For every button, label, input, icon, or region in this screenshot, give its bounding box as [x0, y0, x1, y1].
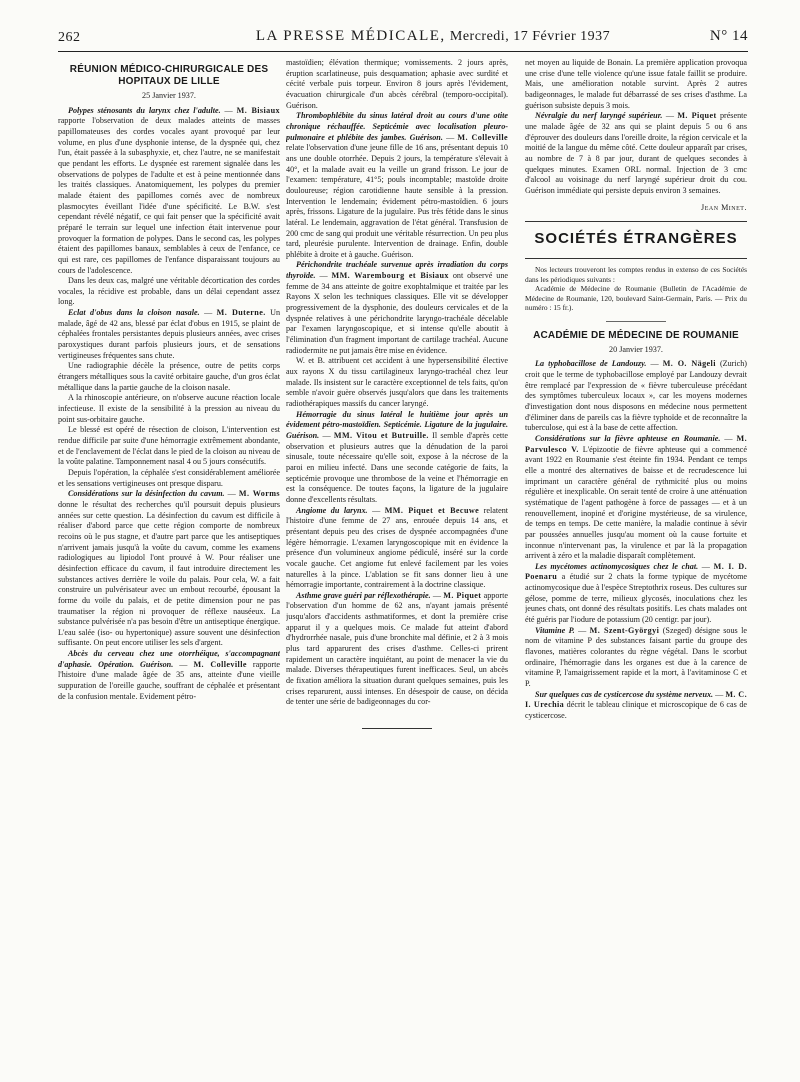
article-author: M. Colleville	[457, 132, 508, 142]
article-title: Sur quelques cas de cysticercose du système nerveux.	[535, 689, 714, 699]
paragraph: net moyen au liquide de Bonain. La première application provoqua une crise d'une telle violence qu'une issue fatale faillit se produire. Mais, une amélioration notable survint. Après 2 autres badigeonnages, le malade fut débarrassé de ses crises d'asthme. La guérison subsiste depuis 3 mois.	[525, 58, 747, 110]
page-number: 262	[58, 30, 81, 45]
article-mycetomes: Les mycétomes actinomycosiques chez le chat. — M. I. D. Poenaru a étudié sur 2 chats la forme typique de mycétome actinomycosique due à l'espèce Streptothrix roseus. Des cultures sur gélose, pomme de terre, milieux glycosés, inoculations chez les jeunes chats, ont donné des résultats positifs. Les chats malades ont été guéris par l'iodure de potassium (20 centigr. par jour).	[525, 561, 747, 625]
article-author: M. C. I. Urechia	[525, 689, 747, 710]
article-cavum: Considérations sur la désinfection du cavum. — M. Worms donne le résultat des recherches qu'il poursuit depuis plusieurs années sur cette question. La désinfection du cavum est difficile à réaliser d'abord parce que cette région comporte de nombreux recoins où le pus stagne, et d'autre part parce que les antiseptiques n'arrivent jamais jusqu'à la voûte du cavum, comme les examens radiologiques au lipiodol l'ont prouvé à W. Pour réaliser une désinfection efficace du cavum, il faut introduire directement les substances actives derrière le voile du palais. Pour cela, W. a fait construire un pulvérisateur avec un embout recourbé, épousant la forme du voile du palais, et de petite dimension pour ne pas traumatiser la région ni provoquer de réflexe nauséeux. La substance pulvérisée n'a pas besoin d'être un antiseptique énergique. L'eau salée (iso- ou hypertonique) assure souvent une désinfection suffisante. On peut encore utiliser les sels d'argent.	[58, 489, 280, 648]
article-title: La typhobacillose de Landouzy.	[535, 359, 647, 369]
paragraph: A la rhinoscopie antérieure, on n'observe aucune réaction locale infectieuse. Il existe de la sensibilité à la pression au niveau du point sus-orbitaire gauche.	[58, 393, 280, 424]
article-author: M. Bisiaux	[236, 105, 280, 115]
section-title: SOCIÉTÉS ÉTRANGÈRES	[534, 230, 738, 248]
article-author: M. Worms	[238, 489, 280, 499]
article-author: M. I. D. Poenaru	[525, 561, 747, 582]
academy-date: 20 Janvier 1937.	[609, 344, 663, 354]
paragraph: mastoïdien; élévation thermique; vomissements. 2 jours après, éruption scarlatineuse, puis desquamation; aphasie avec surdité et cécité verbale puis torpeur. Environ 8 jours après l'évidement, évacuation chirurgicale d'un abcès cérébral (temporo-occipital). Guérison.	[286, 58, 508, 110]
session-date: 25 Janvier 1937.	[142, 91, 196, 100]
signature: Jean Minet.	[701, 202, 747, 212]
section-rule	[525, 258, 747, 259]
article-author: M. O. Nägeli	[662, 359, 716, 369]
article-title: Les mycétomes actinomycosiques chez le chat.	[535, 561, 699, 571]
article-text: (Szeged) désigne sous le nom de vitamine P des substances faisant partie du groupe des flavones, matières colorantes du règne végétal. Dans le scorbut ordinaire, l'hémorragie dans les organes est due à la carence de vitamine P, l'amaigrissement rapide et la mort, à l'avitaminose C et P.	[525, 625, 747, 689]
paragraph: W. et B. attribuent cet accident à une hypersensibilité élective aux rayons X du tissu cartilagineux laryngo-trachéal chez leur malade. Ils insistent sur le caractère exceptionnel de tels faits, qu'on semble n'avoir guère observés jusqu'alors que dans les traitements radiothérapiques massifs du cancer laryngé.	[286, 356, 508, 408]
column-3	[525, 58, 747, 1058]
notice-periodical: Académie de Médecine de Roumanie (Bulletin de l'Académie de Médecine de Roumanie, 120, boulevard Saint-Germain, Paris. — Prix du numéro : 15 fr.).	[525, 284, 747, 313]
article-text: relatent l'histoire d'une femme de 27 ans, enrouée depuis 14 ans, et présentant depuis peu des crises de dyspnée accompagnées d'une légère hémorragie. L'examen laryngoscopique mit en évidence la présence d'un volumineux angiome pédiculé, inséré sur la corde vocale gauche. Cet angiome fut enlevé facilement par les voies naturelles à la pince. L'ablation se fit sans donner lieu à une hémorragie importante, contrairement à la doctrine classique.	[286, 505, 508, 590]
column-1	[58, 58, 280, 1058]
article-title: Abcès du cerveau chez une otorrhéique, s'accompagnant d'aphasie. Opération. Guérison.	[58, 649, 280, 669]
article-eclat-obus: Eclat d'obus dans la cloison nasale. — M. Duterne. Un malade, âgé de 42 ans, blessé par éclat d'obus en 1915, se plaint de céphalées frontales persistantes depuis plusieurs années, avec crises paroxystiques durant parfois plusieurs jours, et de sensations vertigineuses fréquentes sans chute.	[58, 308, 280, 360]
article-text: rapporte l'histoire d'une malade âgée de 35 ans, atteinte d'une vieille suppuration de l'oreille gauche, souffrant de céphalée et présentant de la confusion mentale. Evidement pétro-	[58, 659, 280, 701]
article-author: M. Parvulesco V.	[525, 433, 747, 454]
paragraph: Dans les deux cas, malgré une véritable décortication des cordes vocales, la récidive est probable, dans un délai cependant assez long.	[58, 276, 280, 307]
header-rule	[58, 51, 748, 52]
article-author: M. Piquet	[677, 111, 717, 121]
article-angiome: Angiome du larynx. — MM. Piquet et Becuwe relatent l'histoire d'une femme de 27 ans, enrouée depuis 14 ans, et présentant depuis peu des crises de dyspnée accompagnées d'une légère hémorragie. L'examen laryngoscopique mit en évidence la présence d'un volumineux angiome pédiculé, inséré sur la corde vocale gauche. Cet angiome fut enlevé facilement par les voies naturelles à la pince. L'ablation se fit sans donner lieu à une hémorragie importante, contrairement à la doctrine classique.	[286, 505, 508, 590]
article-title: Considérations sur la désinfection du cavum.	[68, 489, 225, 499]
article-asthme: Asthme grave guéri par réflexothérapie. — M. Piquet apporte l'observation d'un homme de 62 ans, n'ayant jamais présenté jusqu'alors d'accidents asthmatiformes, et dont la première crise apparut il y a quelques mois. Ce malade fut atteint d'abord d'hydrorrhée nasale, puis d'une bronchite mal définie, et 2 à 3 mois plus tard apparurent des crises d'asthme. Celles-ci prirent rapidement un caractère inquiétant, au point de menacer la vie du malade. Diverses thérapeutiques furent inefficaces. Seul, un abcès de fixation améliora la situation durant quelques semaines, puis les crises reparurent, aussi intenses. En désespoir de cause, on décida de tenter une série de badigeonnages du cor-	[286, 590, 508, 707]
article-title: Asthme grave guéri par réflexothérapie.	[296, 590, 431, 600]
paragraph: Le blessé est opéré de résection de cloison, L'intervention est rendue difficile par suite d'une hémorragie extrêmement abondante, et de l'enclavement de l'éclat dans le pied de la cloison au niveau de la voûte palatine. Tamponnement nasal 4 ou 5 jours consécutifs.	[58, 425, 280, 467]
article-title: Eclat d'obus dans la cloison nasale.	[68, 308, 200, 318]
article-author: M. Colleville	[193, 659, 247, 669]
academy-title: ACADÉMIE DE MÉDECINE DE ROUMANIE	[533, 329, 739, 341]
article-title: Périchondrite trachéale survenue après irradiation du corps thyroïde.	[286, 260, 508, 281]
page-header	[58, 28, 748, 50]
article-title: Thrombophlébite du sinus latéral droit au cours d'une otite chronique réchauffée. Septicémie avec localisation pleuro-pulmonaire et phlébite des jambes. Guérison.	[286, 111, 508, 142]
article-author: MM. Warembourg et Bisiaux	[331, 271, 449, 281]
article-author: M. Duterne.	[216, 308, 266, 318]
issue-number: N° 14	[709, 28, 748, 44]
article-perichondrite: Périchondrite trachéale survenue après irradiation du corps thyroïde. — MM. Warembourg et Bisiaux ont observé une femme de 34 ans atteinte de goitre exophtalmique et traitée par les Rayons X selon les techniques classiques. Elle vit se développer progressivement de la dysphonie, des douleurs cervicales et de la dyspnée relatives à une périchondrite laryngo-trachéale décelable par l'examen laryngoscopique, et si intense qu'elle aboutit à l'élimination d'un fragment important de cartilage trachéal. Aucune radiodermite ne put jamais être mise en évidence.	[286, 260, 508, 355]
article-text: donne le résultat des recherches qu'il poursuit depuis plusieurs années sur cette question. La désinfection du cavum est difficile à réaliser d'abord parce que cette région comporte de nombreux recoins où le pus stagne, et d'autre part parce que les antiseptiques n'arrivent jamais jusqu'à la voûte du cavum, comme les examens radiologiques au lipiodol l'ont prouvé à W. Pour réaliser une désinfection efficace du cavum, il faut introduire directement les substances actives derrière le voile du palais. Pour cela, W. a fait construire un pulvérisateur avec un embout recourbé, épousant la forme du voile du palais, et de petite dimension pour ne pas traumatiser la région ni provoquer de réflexe nauséeux. La substance pulvérisée n'a pas besoin d'être un antiseptique énergique. L'eau salée (iso- ou hypertonique) assure souvent une désinfection suffisante. On peut encore utiliser les sels d'argent.	[58, 499, 280, 648]
article-nevralgie: Névralgie du nerf laryngé supérieur. — M. Piquet présente une malade âgée de 32 ans qui se plaint depuis 5 ou 6 ans d'éprouver des douleurs dans l'oreille droite, la région cervicale et la moitié de la langue du même côté. Cette douleur apparaît par crises, au nombre de 7 à 8 par jour, durant de quelques secondes à quelques minutes. Examen ORL normal. Injection de 3 cmc d'alcool au voisinage du nerf laryngé supérieur droit du cou. Guérison immédiate qui persiste depuis environ 3 semaines.	[525, 111, 747, 195]
article-typhobacillose: La typhobacillose de Landouzy. — M. O. Nägeli (Zurich) croit que le terme de typhobacillose employé par Landouzy devrait être remplacé par l'expression de « fièvre tuberculeuse précédant des symptômes tuberculeux locaux », car les moyens modernes d'investigation dont nous disposons en médecine nous permettent d'éliminer dans de pareils cas la fièvre typhoïde et de reconnaître la tuberculose, qui est à la base de cette affection.	[525, 359, 747, 433]
article-polypes: Polypes sténosants du larynx chez l'adulte. — M. Bisiaux rapporte l'observation de deux malades atteints de masses papillomateuses des cordes vocales ayant provoqué par leur volume, en plus d'une dysphonie intense, de la dyspnée qui, chez l'un, était passée à la subasphyxie, et, chez l'autre, ne se manifestait que pendant les efforts. Le dyspnée est rarement signalée dans les observations de polypes de l'adulte et est à peine mentionnée dans les traités classiques. Anatomiquement, les polypes du premier malade étaient des papillomes cornés avec de nombreux plasmocytes éveillant l'idée d'une spécificité. Le B.W. s'est cependant révélé négatif, ce qui fait penser que la spécificité avait préparé le terrain sur lequel une infection était intervenue pour provoquer la formation de polypes. Dans le second cas, les polypes étaient des papillomes banaux, semblables à ceux de l'enfance, ce qui est rare, ces papillomes de l'enfance disparaissant toujours au cours de l'adolescence.	[58, 105, 280, 275]
journal-masthead	[238, 28, 628, 45]
article-title: Névralgie du nerf laryngé supérieur.	[535, 111, 663, 121]
journal-title: LA PRESSE MÉDICALE,	[255, 28, 446, 44]
article-vitamine-p: Vitamine P. — M. Szent-Györgyi (Szeged) désigne sous le nom de vitamine P des substances faisant partie du groupe des flavones, matières colorantes du règne végétal. Dans le scorbut ordinaire, l'hémorragie dans les organes est due à la carence de vitamine P, l'amaigrissement rapide et la mort, à l'avitaminose C et P.	[525, 625, 747, 689]
article-text: a étudié sur 2 chats la forme typique de mycétome actinomycosique due à l'espèce Streptothrix roseus. Des cultures sur gélose, pomme de terre, milieux glycosés, inoculations chez les jeunes chats, ont donné des résultats positifs. Les chats malades ont été guéris par l'iodure de potassium (20 centigr. par jour).	[525, 572, 747, 625]
article-title: Polypes sténosants du larynx chez l'adulte.	[68, 105, 221, 115]
article-title: Angiome du larynx.	[296, 505, 368, 515]
article-thrombophlebite: Thrombophlébite du sinus latéral droit au cours d'une otite chronique réchauffée. Septicémie avec localisation pleuro-pulmonaire et phlébite des jambes. Guérison. — M. Colleville relate l'observation d'une jeune fille de 16 ans, présentant depuis 10 ans une double otorrhée. Depuis 2 jours, la température s'élevait à 40°, et la malade avait eu la veille un grand frisson. Le jour de l'examen: température, 41°5; pouls incomptable; mastoïde droite douloureuse; région carotidienne haute sensible à la pression. Intervention le lendemain; évidement pétro-mastoïdien. 6 jours après, frissons. Ligature de la jugulaire. Pus très fétide dans le sinus latéral. Le lendemain, aggravation de l'état général. Transfusion de 200 cmc de sang qui produit une véritable résurrection. Un peu plus tard, pleurésie purulente. Intervention de drainage. Enfin, double phlébite à droite et à gauche. Guérison.	[286, 111, 508, 259]
article-text: présente une malade âgée de 32 ans qui se plaint depuis 5 ou 6 ans d'éprouver des douleurs dans l'oreille droite, la région cervicale et la moitié de la langue du même côté. Cette douleur apparaît par crises, au nombre de 7 à 8 par jour, durant de quelques secondes à quelques minutes. Examen ORL normal. Injection de 3 cmc d'alcool au voisinage du nerf laryngé supérieur droit du cou. Guérison immédiate qui persiste depuis environ 3 semaines.	[525, 111, 747, 195]
column-end-rule	[362, 728, 432, 729]
article-author: MM. Piquet et Becuwe	[384, 505, 480, 515]
article-text: L'épizootie de fièvre aphteuse qui a commencé avant 1922 en Roumanie s'est éteinte fin 1934. Pendant ce temps elle a montré des alternatives de baisse et de recrudescence lui imprimant un caractère général de rythmicité plus ou moins régulière et inexplicable. On serait tenté de croire à une atténuation systématique de l'agent pathogène à force de passages — et à un renouvellement, inopiné et d'origine mystérieuse, de sa virulence, de temps en temps. De cette manière, la maladie continue à sévir par poussées annuelles jusqu'au moment où la cause fortuite et inconnue n'intervenant pas, la virulence et par là la propagation arrivent à zéro et la maladie disparaît complètement.	[525, 444, 747, 561]
article-cysticercose: Sur quelques cas de cysticercose du système nerveux. — M. C. I. Urechia décrit le tableau clinique et microscopique de 6 cas de cysticercose.	[525, 689, 747, 720]
article-text: (Zurich) croit que le terme de typhobacillose employé par Landouzy devrait être remplacé par l'expression de « fièvre tuberculeuse précédant des symptômes tuberculeux locaux », car les moyens modernes d'investigation dont nous disposons en médecine nous permettent d'éliminer dans de pareils cas la fièvre typhoïde et de reconnaître la tuberculose, qui est à la base de cette affection.	[525, 359, 747, 433]
article-text: relate l'observation d'une jeune fille de 16 ans, présentant depuis 10 ans une double otorrhée. Depuis 2 jours, la température s'élevait à 40°, et la malade avait eu la veille un grand frisson. Le jour de l'examen: température, 41°5; pouls incomptable; mastoïde droite douloureuse; région carotidienne haute sensible à la pression. Intervention le lendemain; évidement pétro-mastoïdien. 6 jours après, frissons. Ligature de la jugulaire. Pus très fétide dans le sinus latéral. Le lendemain, aggravation de l'état général. Transfusion de 200 cmc de sang qui produit une véritable résurrection. Un peu plus tard, pleurésie purulente. Intervention de drainage. Enfin, double phlébite à droite et à gauche. Guérison.	[286, 143, 508, 259]
article-text: apporte l'observation d'un homme de 62 ans, n'ayant jamais présenté jusqu'alors d'accidents asthmatiformes, et dont la première crise apparut il y a quelques mois. Ce malade fut atteint d'abord d'hydrorrhée nasale, puis d'une bronchite mal définie, et 2 à 3 mois plus tard apparurent des crises d'asthme. Celles-ci prirent rapidement un caractère inquiétant, au point de menacer la vie du malade. Diverses thérapeutiques furent inefficaces. Seul, un abcès de fixation améliora la situation durant quelques semaines, puis les crises reparurent, aussi intenses. En désespoir de cause, on décida de tenter une série de badigeonnages du cor-	[286, 590, 508, 707]
society-title: RÉUNION MÉDICO-CHIRURGICALE DES HOPITAUX DE LILLE	[69, 64, 269, 87]
article-text: décrit le tableau clinique et microscopique de 6 cas de cysticercose.	[525, 700, 747, 720]
section-rule	[525, 221, 747, 222]
issue-date: Mercredi, 17 Février 1937	[449, 29, 611, 44]
column-2	[286, 58, 508, 1058]
paragraph: Une radiographie décèle la présence, outre de petits corps étrangers métalliques sous la cavité orbitaire gauche, d'un gros éclat métallique dans la partie gauche de la cloison nasale.	[58, 361, 280, 392]
article-abces-cerveau: Abcès du cerveau chez une otorrhéique, s'accompagnant d'aphasie. Opération. Guérison. — M. Colleville rapporte l'histoire d'une malade âgée de 35 ans, atteinte d'une vieille suppuration de l'oreille gauche, souffrant de céphalée et présentant de la confusion mentale. Evidement pétro-	[58, 649, 280, 701]
article-text: Il semble d'après cette observation et plusieurs autres que la dénudation de la paroi sinusale, toute nécessaire qu'elle soit, expose à la nécrose de la paroi en milieu infecté. Dans une seconde catégorie de faits, la septicémie provoque une thrombose de la veine et l'hémorragie en est la conséquence. De toutes façons, la ligature de la jugulaire donne d'excellents résultats.	[286, 430, 508, 504]
article-author: M. Piquet	[443, 590, 482, 600]
article-title: Hémorragie du sinus latéral le huitième jour après un évidement pétro-mastoïdien. Septicémie. Ligature de la jugulaire. Guérison.	[286, 409, 508, 440]
article-hemorragie-sinus: Hémorragie du sinus latéral le huitième jour après un évidement pétro-mastoïdien. Septicémie. Ligature de la jugulaire. Guérison. — MM. Vitou et Butruille. Il semble d'après cette observation et plusieurs autres que la dénudation de la paroi sinusale, toute nécessaire qu'elle soit, expose à la nécrose de la paroi en milieu infecté. Dans une seconde catégorie de faits, la septicémie provoque une thrombose de la veine et l'hémorragie en est la conséquence. De toutes façons, la ligature de la jugulaire donne d'excellents résultats.	[286, 409, 508, 504]
article-fievre-aphteuse: Considérations sur la fièvre aphteuse en Roumanie. — M. Parvulesco V. L'épizootie de fièvre aphteuse qui a commencé avant 1922 en Roumanie s'est éteinte fin 1934. Pendant ce temps elle a montré des alternatives de baisse et de recrudescence lui imprimant un caractère général de rythmicité plus ou moins régulière et inexplicable. On serait tenté de croire à une atténuation systématique de l'agent pathogène à force de passages — et à un renouvellement, inopiné et d'origine mystérieuse, de sa virulence, de temps en temps. De cette manière, la maladie continue à sévir par poussées annuelles jusqu'au moment où la cause fortuite et inconnue n'intervenant pas, la virulence et par là la propagation arrivent à zéro et la maladie disparaît complètement.	[525, 433, 747, 561]
article-author: MM. Vitou et Butruille.	[333, 430, 429, 440]
article-author: M. Szent-Györgyi	[589, 625, 660, 635]
paragraph: Depuis l'opération, la céphalée s'est considérablement améliorée et les sensations vertigineuses ont presque disparu.	[58, 467, 280, 488]
article-text: ont observé une femme de 34 ans atteinte de goitre exophtalmique et traitée par les Rayons X selon les techniques classiques. Elle vit se développer progressivement de la dysphonie, des douleurs cervicales et de la dyspnée relatives à une périchondrite laryngo-trachéale décelable par l'examen laryngoscopique, et si intense qu'elle aboutit à l'élimination d'un fragment important de cartilage trachéal. Aucune radiodermite ne put jamais être mise en évidence.	[286, 271, 508, 355]
article-title: Considérations sur la fièvre aphteuse en Roumanie.	[535, 433, 721, 443]
divider	[606, 321, 666, 322]
article-text: rapporte l'observation de deux malades atteints de masses papillomateuses des cordes vocales ayant provoqué par leur volume, en plus d'une dysphonie intense, de la dyspnée qui, chez l'un, était passée à la subasphyxie, et, chez l'autre, ne se manifestait que pendant les efforts. Le dyspnée est rarement signalée dans les observations de polypes de l'adulte et est à peine mentionnée dans les traités classiques. Anatomiquement, les polypes du premier malade étaient des papillomes cornés avec de nombreux plasmocytes éveillant l'idée d'une spécificité. Le B.W. s'est cependant révélé négatif, ce qui fait penser que la spécificité avait préparé le terrain sur lequel une infection était intervenue pour provoquer la formation de polypes. Dans le second cas, les polypes étaient des papillomes banaux, semblables à ceux de l'enfance, ce qui est rare, ces papillomes de l'enfance disparaissant toujours au cours de l'adolescence.	[58, 116, 280, 275]
article-title: Vitamine P.	[535, 625, 575, 635]
notice: Nos lecteurs trouveront les comptes rendus in extenso de ces Sociétés dans les périodiques suivants :	[525, 265, 747, 284]
article-text: Un malade, âgé de 42 ans, blessé par éclat d'obus en 1915, se plaint de céphalées frontales persistantes depuis plusieurs années, avec crises paroxystiques durant parfois plusieurs jours, et de sensations vertigineuses fréquentes sans chute.	[58, 308, 280, 360]
